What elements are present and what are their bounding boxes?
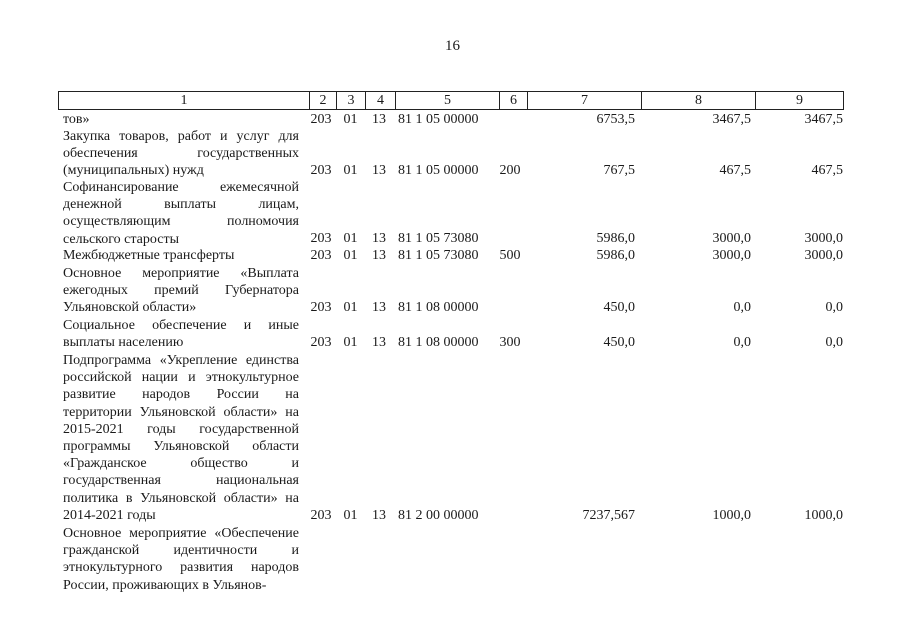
cell-col-3: 01 (343, 248, 358, 263)
cell-col-4: 13 (372, 112, 386, 127)
row-label: Основное мероприятие «Обеспечение гражданской идентичности и этнокультурного развития народов России, проживающих в Ульянов- (63, 526, 299, 593)
cell-col-4: 13 (372, 508, 386, 523)
cell-col-2: 203 (310, 163, 332, 178)
cell-col-5: 81 1 08 00000 (398, 335, 479, 350)
cell-col-6: 500 (499, 248, 521, 263)
row-label: Закупка товаров, работ и услуг для обеспечения государственных (муниципальных) нужд (63, 129, 299, 179)
cell-col-7: 767,5 (603, 163, 635, 178)
cell-col-4: 13 (372, 300, 386, 315)
cell-col-4: 13 (372, 231, 386, 246)
cell-col-3: 01 (343, 231, 358, 246)
cell-col-2: 203 (310, 335, 332, 350)
page-number: 16 (445, 38, 460, 54)
row-label: Основное мероприятие «Выплата ежегодных премий Губернатора Ульяновской области» (63, 266, 299, 316)
cell-col-8: 3000,0 (712, 231, 751, 246)
cell-col-7: 5986,0 (596, 248, 635, 263)
cell-col-9: 3000,0 (804, 231, 843, 246)
header-col-8: 8 (641, 92, 755, 109)
cell-col-3: 01 (343, 112, 358, 127)
row-label: тов» (63, 112, 90, 127)
cell-col-8: 0,0 (733, 335, 751, 350)
header-col-5: 5 (395, 92, 499, 109)
cell-col-2: 203 (310, 248, 332, 263)
cell-col-5: 81 1 05 00000 (398, 112, 479, 127)
cell-col-8: 0,0 (733, 300, 751, 315)
cell-col-8: 3000,0 (712, 248, 751, 263)
row-label: Социальное обеспечение и иные выплаты населению (63, 318, 299, 351)
header-col-2: 2 (309, 92, 336, 109)
cell-col-6: 300 (499, 335, 521, 350)
row-label: Межбюджетные трансферты (63, 248, 235, 263)
cell-col-5: 81 1 05 73080 (398, 231, 479, 246)
cell-col-6: 200 (499, 163, 521, 178)
cell-col-9: 3000,0 (804, 248, 843, 263)
cell-col-2: 203 (310, 231, 332, 246)
cell-col-7: 450,0 (603, 300, 635, 315)
cell-col-7: 7237,567 (582, 508, 635, 523)
cell-col-3: 01 (343, 335, 358, 350)
cell-col-3: 01 (343, 300, 358, 315)
header-col-1: 1 (180, 93, 188, 108)
header-col-9: 9 (755, 92, 843, 109)
header-col-4: 4 (365, 92, 395, 109)
row-label: Софинансирование ежемесячной денежной выплаты лицам, осуществляющим полномочия сельского старосты (63, 180, 299, 247)
header-col-6: 6 (499, 92, 527, 109)
row-label: Подпрограмма «Укрепление единства российской нации и этнокультурное развитие народов России на территории Ульяновской области» на 2015-2021 годы государственной программы Ульяновской области «Гражданское общество и государственная национальная политика в Ульяновской области» на 2014-2021 годы (63, 353, 299, 523)
cell-col-3: 01 (343, 163, 358, 178)
cell-col-7: 6753,5 (596, 112, 635, 127)
cell-col-3: 01 (343, 508, 358, 523)
header-col-7: 7 (527, 92, 641, 109)
cell-col-8: 1000,0 (712, 508, 751, 523)
cell-col-9: 467,5 (811, 163, 843, 178)
cell-col-2: 203 (310, 508, 332, 523)
cell-col-7: 450,0 (603, 335, 635, 350)
cell-col-5: 81 1 08 00000 (398, 300, 479, 315)
cell-col-4: 13 (372, 335, 386, 350)
cell-col-7: 5986,0 (596, 231, 635, 246)
cell-col-9: 1000,0 (804, 508, 843, 523)
cell-col-4: 13 (372, 248, 386, 263)
cell-col-4: 13 (372, 163, 386, 178)
cell-col-9: 3467,5 (804, 112, 843, 127)
cell-col-5: 81 1 05 73080 (398, 248, 479, 263)
cell-col-2: 203 (310, 112, 332, 127)
cell-col-5: 81 1 05 00000 (398, 163, 479, 178)
table-header (58, 91, 844, 110)
cell-col-8: 3467,5 (712, 112, 751, 127)
cell-col-2: 203 (310, 300, 332, 315)
cell-col-9: 0,0 (825, 335, 843, 350)
header-col-3: 3 (336, 92, 365, 109)
cell-col-9: 0,0 (825, 300, 843, 315)
cell-col-5: 81 2 00 00000 (398, 508, 479, 523)
cell-col-8: 467,5 (719, 163, 751, 178)
